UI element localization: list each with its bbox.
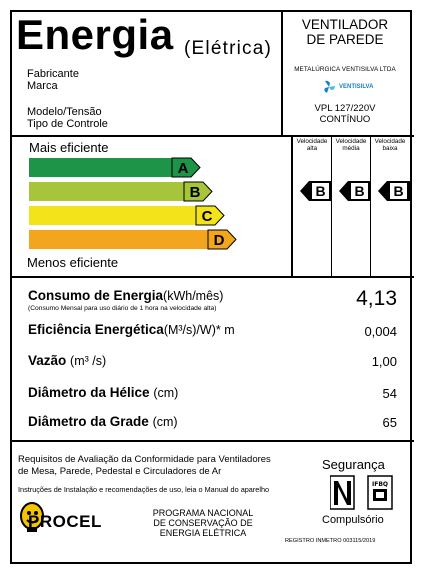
speed-rating-letter-2: B [393,183,404,199]
grade-label: Diâmetro da Grade (cm) [28,414,178,429]
helice-value: 54 [382,386,397,401]
efficiency-bar-a [29,158,200,177]
speed-rating-1 [339,180,371,202]
vazao-label: Vazão (m³ /s) [28,353,107,368]
controle-label: Tipo de Controle [27,118,108,130]
manufacturer-name: METALÚRGICA VENTISILVA LTDA [294,66,396,73]
efficiency-bar-d [29,230,236,249]
grade-value: 65 [382,415,397,430]
controle-value: CONTÍNUO [319,114,371,125]
efficiency-letter-b: B [189,184,201,201]
speed-rating-0 [300,180,332,202]
registro-text: REGISTRO INMETRO 003115/2019 [285,538,376,544]
speed-rating-2 [378,180,410,202]
helice-label: Diâmetro da Hélice (cm) [28,385,179,400]
speed-header-2: Velocidade baixa [374,138,406,152]
efficiency-letter-a: A [177,160,189,177]
eficiencia-label: Eficiência Energética(M³/s)/W)* m [28,322,235,337]
eficiencia-value: 0,004 [364,324,397,339]
label-title: Energia [16,11,174,58]
speed-divider [331,135,332,278]
speed-divider [370,135,371,278]
modelo-value: VPL 127/220V [314,103,376,114]
inmetro-seal-icon [330,475,408,513]
efficiency-letter-c: C [201,208,213,225]
vazao-value: 1,00 [371,354,397,369]
efficiency-letter-d: D [213,232,225,249]
inmetro-mark: IFBQ [371,481,389,488]
consumo-label: Consumo de Energia(kWh/mês) [28,288,224,303]
speed-rating-letter-0: B [315,183,326,199]
efficiency-bar-c [29,206,224,225]
consumo-value: 4,13 [356,287,397,310]
speed-header-0: Velocidade alta [296,138,328,152]
label-subtitle: (Elétrica) [184,38,273,59]
compulsorio-label: Compulsório [322,514,384,526]
requirements-text: Requisitos de Avaliação da Conformidade para Ventiladores de Mesa, Parede, Pedestal e Circuladores de Ar [18,454,271,477]
efficiency-bar-b [29,182,212,201]
marca-label: Marca [27,80,58,92]
procel-label: PROCEL [28,512,102,531]
speed-rating-letter-1: B [354,183,365,199]
most-efficient-label: Mais eficiente [29,140,109,155]
brand-logo: VENTISILVA [322,80,373,94]
modelo-label: Modelo/Tensão [27,106,102,118]
seguranca-label: Segurança [322,457,385,472]
consumo-note: (Consumo Mensal para uso diário de 1 hora na velocidade alta) [28,305,217,312]
speed-header-1: Velocidade média [335,138,367,152]
product-type: VENTILADOR DE PAREDE [301,17,389,47]
program-text: PROGRAMA NACIONAL DE CONSERVAÇÃO DE ENERGIA ELÉTRICA [152,508,254,538]
least-efficient-label: Menos eficiente [27,255,119,270]
fabricante-label: Fabricante [27,68,79,80]
instructions-text: Instruções de Instalação e recomendações de uso, leia o Manual do aparelho [18,485,270,494]
